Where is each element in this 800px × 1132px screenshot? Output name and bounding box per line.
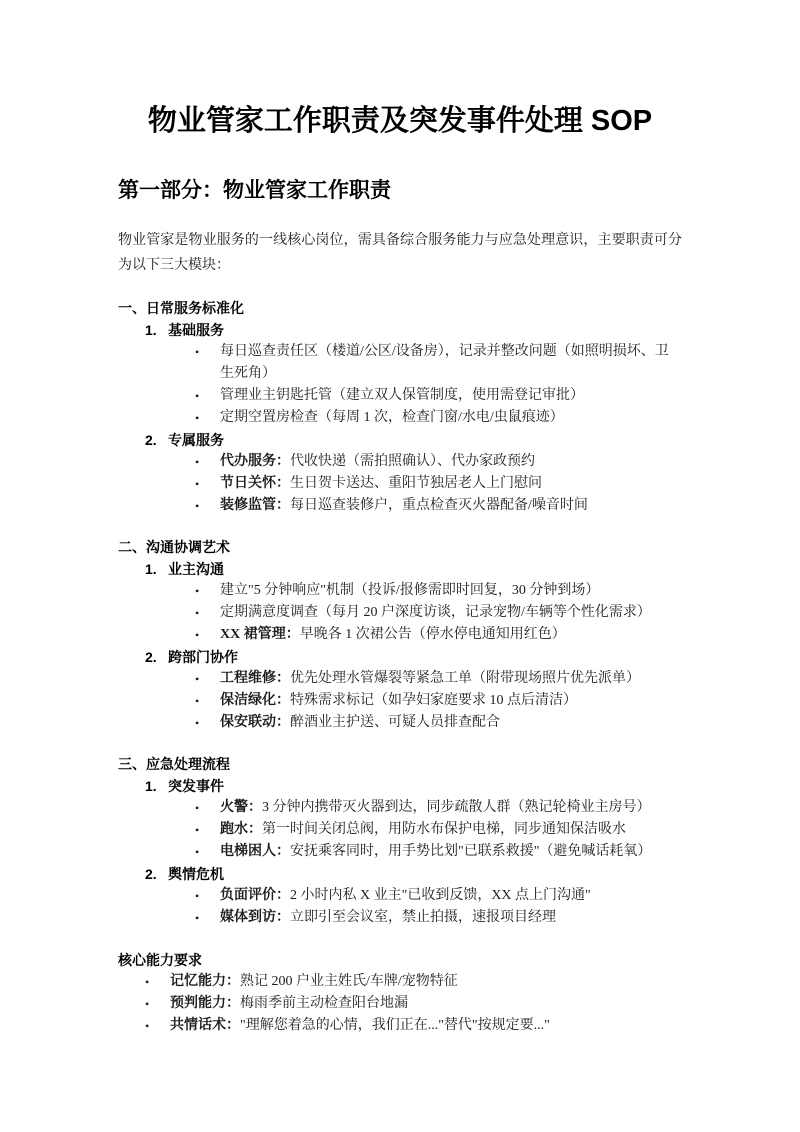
- bullet-item: [195, 407, 682, 429]
- numbered-item: [145, 319, 682, 341]
- bullet-lead: 工程维修：: [220, 671, 290, 686]
- bullet-text: [220, 819, 682, 841]
- bullet-icon: •: [195, 889, 200, 903]
- section-heading: 二、沟通协调艺术: [118, 539, 230, 555]
- bullet-icon: •: [145, 975, 150, 989]
- bullet-rest: 安抚乘客同时，用手势比划"已联系救援"（避免喊话耗氧）: [290, 844, 652, 859]
- bullet-text: [220, 341, 682, 385]
- numbered-item-label: 2.: [145, 649, 157, 665]
- bullet-rest: 早晚各 1 次裙公告（停水停电通知用红色）: [299, 627, 566, 642]
- bullet-text: [220, 495, 682, 517]
- bullet-item: [195, 907, 682, 929]
- bullet-text: [170, 971, 682, 993]
- bullet-text: [170, 993, 682, 1015]
- bullet-icon: •: [195, 911, 200, 925]
- bullet-item: [195, 841, 682, 863]
- bullet-item: [195, 797, 682, 819]
- bullet-rest: 优先处理水管爆裂等紧急工单（附带现场照片优先派单）: [290, 671, 640, 686]
- numbered-item: [145, 558, 682, 580]
- section-core-abilities: [118, 949, 682, 1037]
- bullet-item: [195, 885, 682, 907]
- numbered-item-label: 1.: [145, 778, 157, 794]
- bullet-icon: •: [195, 345, 200, 359]
- bullet-icon: •: [195, 716, 200, 730]
- numbered-item: [145, 863, 682, 885]
- bullet-item: [195, 341, 682, 385]
- bullet-rest: 熟记 200 户业主姓氏/车牌/宠物特征: [240, 974, 458, 989]
- bullet-icon: •: [195, 411, 200, 425]
- bullet-lead: 负面评价：: [220, 888, 290, 903]
- bullet-icon: •: [195, 672, 200, 686]
- core-heading: 核心能力要求: [118, 952, 202, 968]
- bullet-rest: 醉酒业主护送、可疑人员排查配合: [290, 715, 500, 730]
- bullet-rest: 特殊需求标记（如孕妇家庭要求 10 点后清洁）: [290, 693, 577, 708]
- numbered-item-label: 1.: [145, 322, 157, 338]
- bullet-icon: •: [195, 455, 200, 469]
- numbered-item-title: 跨部门协作: [168, 649, 238, 665]
- part-heading: 第一部分：物业管家工作职责: [118, 179, 391, 202]
- numbered-item: [145, 429, 682, 451]
- section-communication: [118, 536, 682, 734]
- bullet-item: [145, 971, 682, 993]
- bullet-item: [195, 385, 682, 407]
- bullet-item: [195, 451, 682, 473]
- bullet-lead: 保安联动：: [220, 715, 290, 730]
- bullet-icon: •: [195, 801, 200, 815]
- bullet-rest: 定期满意度调查（每月 20 户深度访谈，记录宠物/车辆等个性化需求）: [220, 605, 651, 620]
- bullet-icon: •: [195, 845, 200, 859]
- section-emergency: [118, 753, 682, 929]
- bullet-rest: 2 小时内私 X 业主"已收到反馈，XX 点上门沟通": [290, 888, 591, 903]
- bullet-text: [220, 907, 682, 929]
- bullet-rest: 管理业主钥匙托管（建立双人保管制度，使用需登记审批）: [220, 388, 584, 403]
- bullet-lead: XX 裙管理：: [220, 627, 300, 642]
- numbered-item-label: 1.: [145, 561, 157, 577]
- bullet-lead: 电梯困人：: [220, 844, 290, 859]
- bullet-text: [220, 580, 682, 602]
- bullet-lead: 火警：: [220, 800, 262, 815]
- numbered-item: [145, 646, 682, 668]
- bullet-icon: •: [195, 694, 200, 708]
- bullet-icon: •: [195, 584, 200, 598]
- section-heading: 三、应急处理流程: [118, 756, 230, 772]
- bullet-rest: 定期空置房检查（每周 1 次，检查门窗/水电/虫鼠痕迹）: [220, 410, 564, 425]
- bullet-text: [220, 451, 682, 473]
- numbered-item-title: 突发事件: [168, 778, 224, 794]
- bullet-icon: •: [195, 823, 200, 837]
- numbered-item-title: 基础服务: [168, 322, 224, 338]
- bullet-item: [195, 624, 682, 646]
- bullet-text: [220, 624, 682, 646]
- bullet-text: [220, 841, 682, 863]
- bullet-item: [145, 993, 682, 1015]
- bullet-item: [195, 712, 682, 734]
- bullet-item: [195, 473, 682, 495]
- bullet-text: [220, 712, 682, 734]
- bullet-rest: 每日巡查责任区（楼道/公区/设备房），记录并整改问题（如照明损坏、卫生死角）: [220, 344, 669, 381]
- bullet-icon: •: [195, 606, 200, 620]
- bullet-text: [220, 602, 682, 624]
- numbered-item-title: 专属服务: [168, 432, 224, 448]
- bullet-lead: 记忆能力：: [170, 974, 240, 989]
- bullet-item: [195, 495, 682, 517]
- bullet-lead: 装修监管：: [220, 498, 290, 513]
- bullet-icon: •: [195, 389, 200, 403]
- bullet-rest: 3 分钟内携带灭火器到达，同步疏散人群（熟记轮椅业主房号）: [262, 800, 651, 815]
- bullet-icon: •: [145, 997, 150, 1011]
- bullet-lead: 保洁绿化：: [220, 693, 290, 708]
- bullet-lead: 代办服务：: [220, 454, 290, 469]
- bullet-rest: 生日贺卡送达、重阳节独居老人上门慰问: [290, 476, 542, 491]
- numbered-item-title: 业主沟通: [168, 561, 224, 577]
- bullet-item: [195, 602, 682, 624]
- bullet-item: [195, 690, 682, 712]
- bullet-rest: 代收快递（需拍照确认）、代办家政预约: [290, 454, 535, 469]
- bullet-item: [195, 819, 682, 841]
- bullet-rest: 第一时间关闭总阀，用防水布保护电梯，同步通知保洁吸水: [262, 822, 626, 837]
- bullet-rest: 建立"5 分钟响应"机制（投诉/报修需即时回复，30 分钟到场）: [220, 583, 600, 598]
- section-daily-service: [118, 297, 682, 517]
- bullet-rest: "理解您着急的心情，我们正在..."替代"按规定要...": [240, 1018, 550, 1033]
- bullet-rest: 立即引至会议室，禁止拍摄，速报项目经理: [290, 910, 556, 925]
- bullet-text: [220, 885, 682, 907]
- section-heading: 一、日常服务标准化: [118, 300, 244, 316]
- bullet-rest: 梅雨季前主动检查阳台地漏: [240, 996, 408, 1011]
- bullet-text: [220, 690, 682, 712]
- bullet-icon: •: [195, 628, 200, 642]
- bullet-text: [220, 407, 682, 429]
- bullet-text: [220, 385, 682, 407]
- bullet-item: [195, 580, 682, 602]
- numbered-item-label: 2.: [145, 866, 157, 882]
- bullet-icon: •: [195, 477, 200, 491]
- bullet-text: [220, 473, 682, 495]
- bullet-icon: •: [195, 499, 200, 513]
- numbered-item: [145, 775, 682, 797]
- bullet-lead: 节日关怀：: [220, 476, 290, 491]
- bullet-text: [170, 1015, 682, 1037]
- intro-paragraph: 物业管家是物业服务的一线核心岗位，需具备综合服务能力与应急处理意识，主要职责可分为以下三大模块：: [118, 233, 682, 273]
- bullet-text: [220, 668, 682, 690]
- bullet-lead: 跑水：: [220, 822, 262, 837]
- bullet-lead: 预判能力：: [170, 996, 240, 1011]
- bullet-text: [220, 797, 682, 819]
- page-title: 物业管家工作职责及突发事件处理 SOP: [147, 105, 653, 137]
- bullet-item: [195, 668, 682, 690]
- bullet-item: [145, 1015, 682, 1037]
- bullet-lead: 媒体到访：: [220, 910, 290, 925]
- numbered-item-label: 2.: [145, 432, 157, 448]
- bullet-lead: 共情话术：: [170, 1018, 240, 1033]
- bullet-rest: 每日巡查装修户，重点检查灭火器配备/噪音时间: [290, 498, 588, 513]
- numbered-item-title: 舆情危机: [168, 866, 224, 882]
- bullet-icon: •: [145, 1019, 150, 1033]
